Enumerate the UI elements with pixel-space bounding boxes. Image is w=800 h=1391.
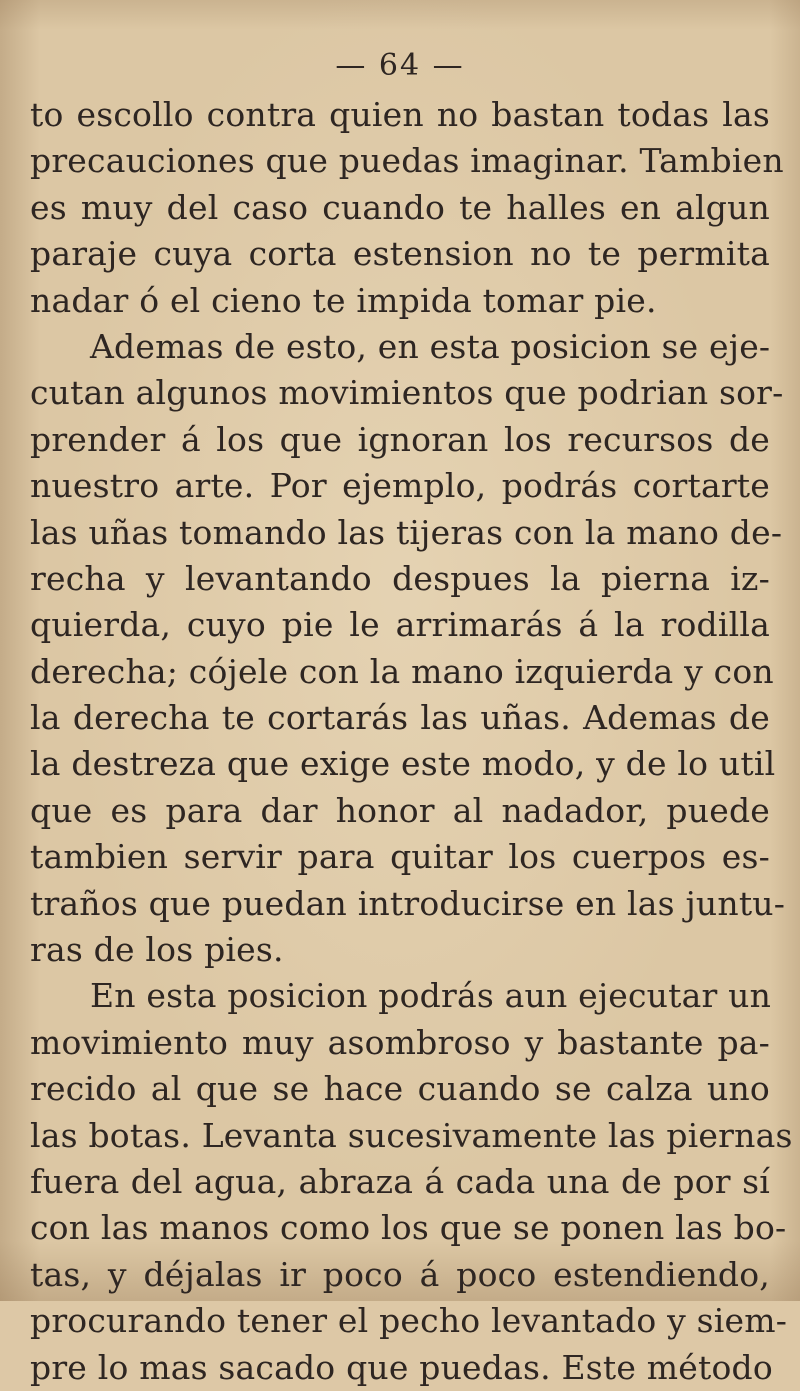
text-line: con las manos como los que se ponen las bo-	[30, 1208, 787, 1248]
text-line: Ademas de esto, en esta posicion se eje-	[90, 326, 771, 366]
text-line: derecha; cójele con la mano izquierda y con	[30, 651, 774, 691]
text-line: ras de los pies.	[30, 930, 284, 970]
text-line: tambien servir para quitar los cuerpos es-	[30, 837, 770, 877]
text-line: la derecha te cortarás las uñas. Ademas de	[30, 698, 770, 738]
text-line: recido al que se hace cuando se calza uno	[30, 1069, 770, 1109]
text-line: En esta posicion podrás aun ejecutar un	[90, 976, 772, 1016]
text-line: movimiento muy asombroso y bastante pa-	[30, 1022, 770, 1062]
text-line: nuestro arte. Por ejemplo, podrás cortarte	[30, 466, 770, 506]
text-line: tas, y déjalas ir poco á poco estendiendo,	[30, 1254, 770, 1294]
text-line: que es para dar honor al nadador, puede	[30, 790, 770, 830]
text-line: cutan algunos movimientos que podrian sor-	[30, 373, 784, 413]
text-line: fuera del agua, abraza á cada una de por sí	[30, 1161, 770, 1201]
text-line: procurando tener el pecho levantado y siem-	[30, 1301, 788, 1341]
text-line: to escollo contra quien no bastan todas las	[30, 95, 770, 134]
text-line: traños que puedan introducirse en las juntu-	[30, 883, 786, 923]
text-line: quierda, cuyo pie le arrimarás á la rodilla	[30, 605, 770, 645]
text-line: recha y levantando despues la pierna iz-	[30, 558, 770, 598]
text-line: las uñas tomando las tijeras con la mano de-	[30, 512, 783, 552]
text-line: la destreza que exige este modo, y de lo util	[30, 744, 776, 784]
text-line: nadar ó el cieno te impida tomar pie.	[30, 280, 657, 320]
text-line: paraje cuya corta estension no te permita	[30, 234, 770, 274]
text-line: las botas. Levanta sucesivamente las piernas	[30, 1115, 793, 1155]
text-line: pre lo mas sacado que puedas. Este método	[30, 1347, 773, 1387]
page-number: — 64 —	[335, 48, 465, 83]
body-text	[30, 92, 793, 1391]
text-line: precauciones que puedas imaginar. Tambien	[30, 141, 784, 181]
text-line: prender á los que ignoran los recursos de	[30, 419, 770, 459]
text-line: es muy del caso cuando te halles en algun	[30, 187, 770, 227]
